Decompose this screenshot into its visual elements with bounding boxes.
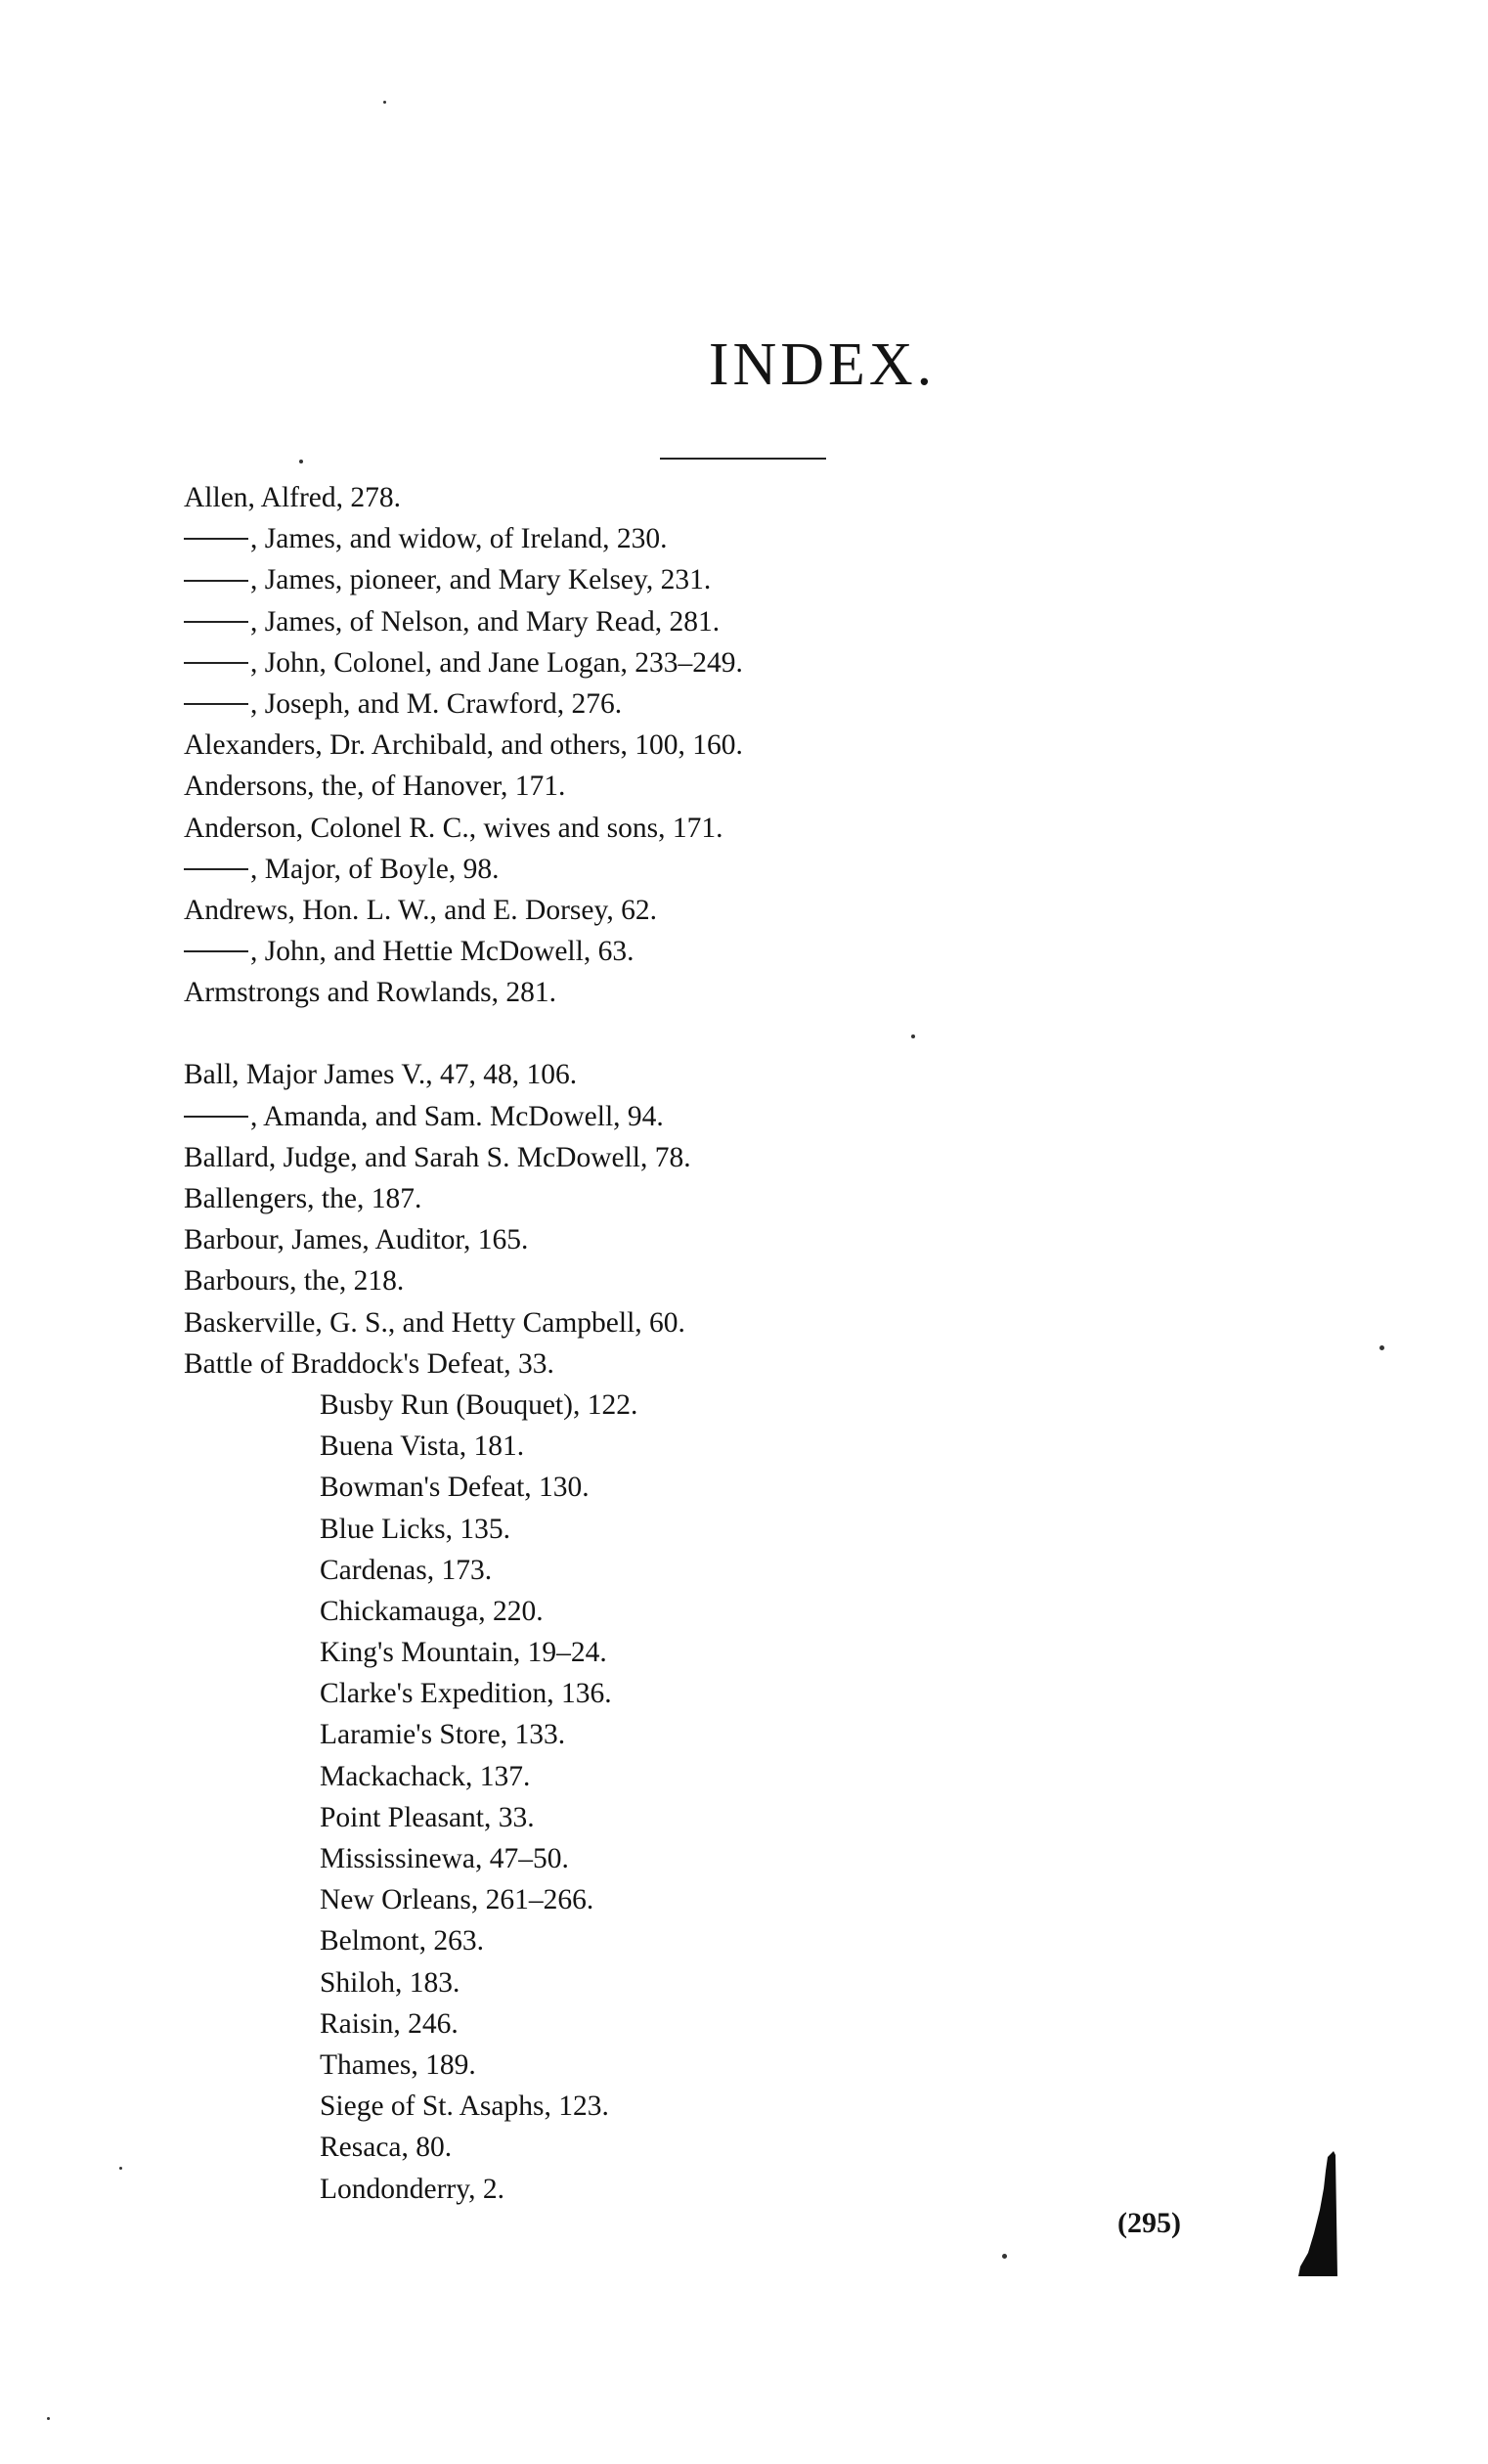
index-group-b [184,1054,1161,1385]
battle-entry: Mackachack, 137. [320,1760,531,1792]
battle-entry: Blue Licks, 135. [320,1513,511,1545]
battle-list [184,1385,1161,2210]
entry-text: Andrews, Hon. L. W., and E. Dorsey, 62. [184,894,657,926]
entry-text: Barbours, the, 218. [184,1265,405,1298]
battle-entry: Buena Vista, 181. [320,1430,525,1463]
index-entry [184,559,1161,600]
index-entry [184,808,1161,849]
index-entry [184,477,1161,518]
battle-entry: Clarke's Expedition, 136. [320,1678,612,1710]
ditto-dash [184,662,248,664]
scan-speck [119,2167,122,2170]
section-gap [184,1013,1161,1054]
index-entry [184,1054,1161,1095]
battle-entry: Shiloh, 183. [320,1966,460,1999]
index-entry [184,725,1161,766]
battle-entry: Bowman's Defeat, 130. [320,1472,590,1504]
scan-speck [47,2417,50,2420]
battle-entry: Belmont, 263. [320,1925,484,1958]
entry-text: , John, and Hettie McDowell, 63. [250,936,635,968]
entry-text: Anderson, Colonel R. C., wives and sons, 171. [184,812,723,844]
battle-entry: New Orleans, 261–266. [320,1884,594,1916]
scan-speck [299,460,303,463]
battle-entry: Londonderry, 2. [320,2173,504,2205]
scan-speck [1379,1345,1384,1350]
ditto-dash [184,868,248,870]
battle-entry: Laramie's Store, 133. [320,1719,566,1751]
battle-entry: Raisin, 246. [320,2007,459,2040]
entry-text: Barbour, James, Auditor, 165. [184,1224,529,1256]
entry-text: Ballard, Judge, and Sarah S. McDowell, 78. [184,1141,691,1173]
index-entry [184,683,1161,725]
scan-speck [383,101,386,104]
index-entry [184,849,1161,890]
entry-text: Allen, Alfred, 278. [184,482,402,513]
entry-text: , James, pioneer, and Mary Kelsey, 231. [250,564,712,596]
entry-text: Baskerville, G. S., and Hetty Campbell, 60. [184,1306,685,1339]
index-entries [184,477,1161,2210]
index-entry [184,972,1161,1013]
index-entry [184,642,1161,683]
ditto-dash [184,580,248,582]
entry-text: Ballengers, the, 187. [184,1183,422,1214]
ditto-dash [184,621,248,623]
battle-entry: Resaca, 80. [320,2132,453,2164]
entry-text: , Amanda, and Sam. McDowell, 94. [250,1100,664,1132]
entry-text: , John, Colonel, and Jane Logan, 233–249. [250,646,743,679]
index-entry [184,1137,1161,1178]
entry-text: Andersons, the, of Hanover, 171. [184,770,566,803]
index-entry [184,1343,1161,1385]
index-entry [184,931,1161,972]
page-number: (295) [1117,2207,1181,2239]
index-entry [184,1178,1161,1219]
entry-text: Battle of Braddock's Defeat, 33. [184,1347,554,1380]
index-entry [184,890,1161,931]
index-entry [184,518,1161,559]
ditto-dash [184,703,248,705]
title-rule [660,458,826,460]
index-entry [184,766,1161,807]
entry-text: , James, and widow, of Ireland, 230. [250,523,668,555]
battle-entry: Cardenas, 173. [320,1554,493,1586]
ditto-dash [184,538,248,540]
scan-speck [911,1034,915,1038]
ditto-dash [184,950,248,952]
entry-text: Armstrongs and Rowlands, 281. [184,977,557,1009]
battle-entry: Thames, 189. [320,2048,476,2081]
index-entry [184,601,1161,642]
battle-entry: Point Pleasant, 33. [320,1801,535,1833]
index-group-a [184,477,1161,1013]
index-entry [184,1302,1161,1343]
entry-text: Ball, Major James V., 47, 48, 106. [184,1059,578,1091]
scan-speck [1002,2254,1007,2259]
index-entry [184,1219,1161,1260]
battle-entry: Chickamauga, 220. [320,1595,544,1627]
index-entry [184,1096,1161,1137]
entry-text: , Major, of Boyle, 98. [250,853,500,885]
entry-text: , Joseph, and M. Crawford, 276. [250,687,623,720]
entry-text: , James, of Nelson, and Mary Read, 281. [250,605,721,638]
entry-text: Alexanders, Dr. Archibald, and others, 100, 160. [184,729,743,762]
battle-entry: Siege of St. Asaphs, 123. [320,2090,609,2123]
battle-entry: Busby Run (Bouquet), 122. [320,1388,638,1421]
battle-entry: Mississinewa, 47–50. [320,1843,569,1874]
scan-edge-mark [1289,2151,1343,2278]
index-entry [184,1260,1161,1301]
ditto-dash [184,1116,248,1118]
page-title: INDEX. [708,331,937,398]
battle-entry: King's Mountain, 19–24. [320,1637,607,1669]
